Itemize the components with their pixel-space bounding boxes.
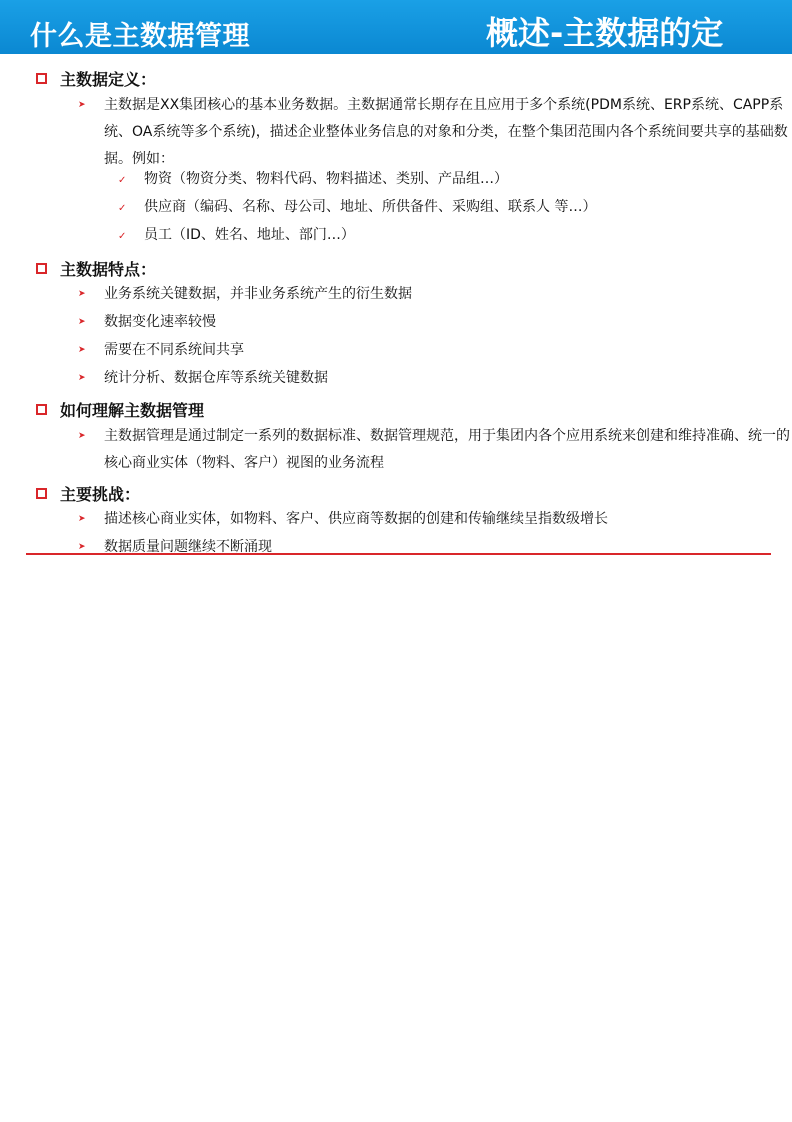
section-title: 如何理解主数据管理 [60, 401, 205, 420]
sub-list-item-text: 物资（物资分类、物料代码、物料描述、类别、产品组…） [144, 171, 508, 187]
list-item-text: 需要在不同系统间共享 [104, 342, 244, 358]
list-item [78, 423, 792, 477]
section-title: 主数据定义： [60, 70, 157, 89]
arrow-bullet-icon: ➤ [78, 100, 86, 110]
arrow-bullet-icon: ➤ [78, 542, 86, 552]
list-item [78, 309, 792, 336]
check-bullet-icon: ✓ [118, 203, 127, 214]
section-title: 主要挑战： [60, 485, 141, 504]
list-item-text: 业务系统关键数据，并非业务系统产生的衍生数据 [104, 286, 412, 302]
sub-list-item [118, 194, 596, 222]
list-item-text: 主数据是XX集团核心的基本业务数据。主数据通常长期存在且应用于多个系统(PDM系统、ERP系统、CAPP系统、OA系统等多个系统)，描述企业整体业务信息的对象和分类，在整个集团范围内各个系统间要共享的基础数据。例如： [104, 97, 788, 167]
check-bullet-icon: ✓ [118, 175, 127, 186]
list-item-text: 描述核心商业实体，如物料、客户、供应商等数据的创建和传输继续呈指数级增长 [104, 511, 608, 527]
arrow-bullet-icon: ➤ [78, 514, 86, 524]
section-heading-understanding [36, 398, 204, 421]
arrow-bullet-icon: ➤ [78, 317, 86, 327]
slide-title: 概述-主数据的定 [486, 14, 724, 52]
divider-line [26, 553, 771, 555]
section-heading-definition [36, 67, 156, 90]
arrow-bullet-icon: ➤ [78, 289, 86, 299]
list-item-text: 主数据管理是通过制定一系列的数据标准、数据管理规范，用于集团内各个应用系统来创建和维持准确、统一的核心商业实体（物料、客户）视图的业务流程 [104, 428, 790, 471]
square-bullet-icon [36, 73, 47, 84]
section-heading-features [36, 257, 156, 280]
list-item [78, 281, 792, 308]
arrow-bullet-icon: ➤ [78, 345, 86, 355]
header-bar [0, 0, 792, 54]
list-item-text: 数据质量问题继续不断涌现 [104, 539, 272, 555]
square-bullet-icon [36, 488, 47, 499]
sub-list-item-text: 员工（ID、姓名、地址、部门…） [144, 227, 355, 243]
section-title: 主数据特点： [60, 260, 157, 279]
list-item-text: 统计分析、数据仓库等系统关键数据 [104, 370, 328, 386]
list-item-text: 数据变化速率较慢 [104, 314, 216, 330]
square-bullet-icon [36, 404, 47, 415]
list-item [78, 92, 792, 173]
arrow-bullet-icon: ➤ [78, 431, 86, 441]
square-bullet-icon [36, 263, 47, 274]
sub-list-item [118, 166, 508, 194]
check-bullet-icon: ✓ [118, 231, 127, 242]
page-title: 什么是主数据管理 [30, 21, 250, 52]
list-item [78, 534, 792, 561]
sub-list-item-text: 供应商（编码、名称、母公司、地址、所供备件、采购组、联系人 等…） [144, 199, 597, 215]
sub-list-item [118, 222, 355, 250]
section-heading-challenges [36, 482, 140, 505]
arrow-bullet-icon: ➤ [78, 373, 86, 383]
list-item [78, 506, 792, 533]
list-item [78, 337, 792, 364]
list-item [78, 365, 792, 392]
